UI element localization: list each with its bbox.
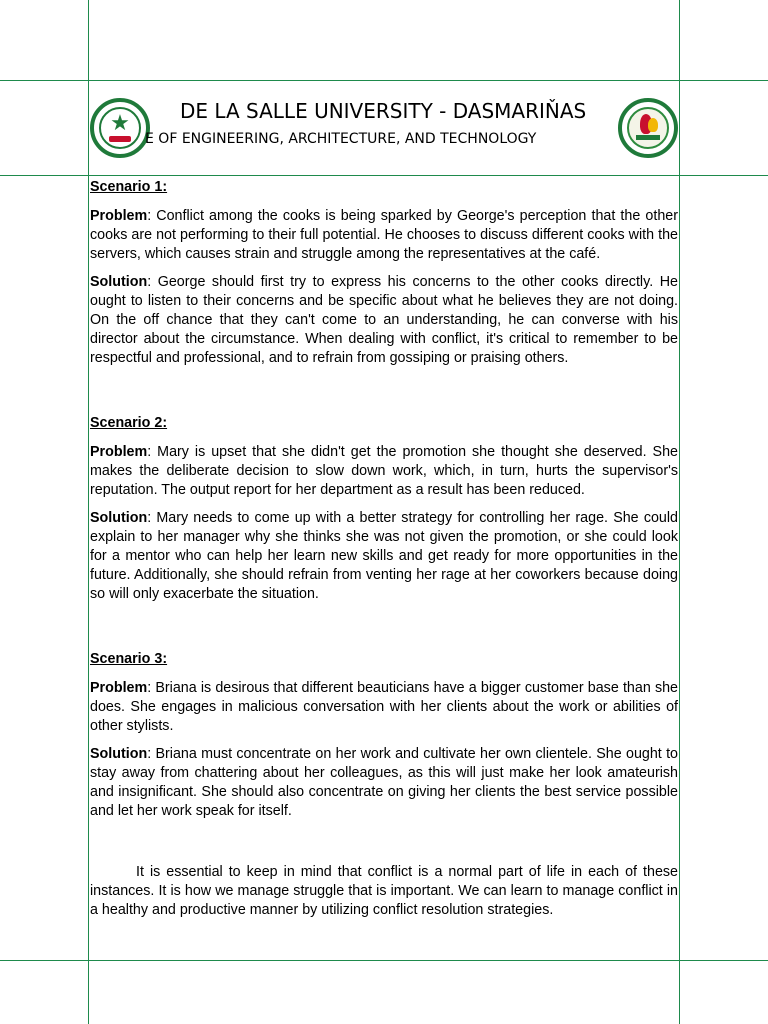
conclusion-paragraph: It is essential to keep in mind that conflict is a normal part of life in each of these instances. It is how we manage struggle that is important. We can learn to manage conflict in a healthy and productive manner by utilizing conflict resolution strategies.	[90, 864, 678, 918]
solution-label: Solution	[90, 746, 148, 762]
college-name: E OF ENGINEERING, ARCHITECTURE, AND TECHNOLOGY	[145, 131, 537, 147]
scenario-heading: Scenario 2:	[90, 415, 168, 431]
problem-text: : Conflict among the cooks is being sparked by George's perception that the other cooks are not performing to their full potential. He chooses to discuss different cooks with the servers, which causes strain and struggle among the representatives at the café.	[90, 208, 678, 262]
solution-paragraph	[90, 745, 678, 821]
scenario-heading: Scenario 3:	[90, 651, 168, 667]
scenario-heading: Scenario 1:	[90, 179, 168, 195]
solution-text: : Mary needs to come up with a better strategy for controlling her rage. She could explain to her manager why she thinks she was not given the promotion, or she could look for a mentor who can help her learn new skills and get ready for more opportunities in the future. Additionally, she should refrain from venting her rage at her coworkers because doing so will only exacerbate the situation.	[90, 510, 678, 602]
document-body	[90, 178, 678, 920]
guide-line-header-top	[0, 80, 768, 81]
ceat-seal-icon	[618, 98, 678, 158]
problem-paragraph	[90, 679, 678, 736]
dlsu-d-seal-icon: ★	[90, 98, 150, 158]
problem-paragraph	[90, 443, 678, 500]
solution-label: Solution	[90, 274, 148, 290]
problem-label: Problem	[90, 444, 148, 460]
guide-line-left-margin	[88, 0, 89, 1024]
guide-line-header-bottom	[0, 175, 768, 176]
solution-label: Solution	[90, 510, 148, 526]
problem-label: Problem	[90, 680, 148, 696]
solution-text: : George should first try to express his concerns to the other cooks directly. He ought to listen to their concerns and be specific about what he believes they are not doing. On the off chance that they can't come to an understanding, he can converse with his director about the circumstance. When dealing with conflict, it's critical to remember to be respectful and professional, and to refrain from gossiping or praising others.	[90, 274, 678, 366]
guide-line-footer	[0, 960, 768, 961]
problem-text: : Briana is desirous that different beauticians have a bigger customer base than she does. She engages in malicious conversation with her clients about the work or abilities of other stylists.	[90, 680, 678, 734]
solution-paragraph	[90, 509, 678, 604]
solution-paragraph	[90, 273, 678, 368]
problem-text: : Mary is upset that she didn't get the promotion she thought she deserved. She makes the deliberate decision to slow down work, which, in turn, hurts the supervisor's reputation. The output report for her department as a result has been reduced.	[90, 444, 678, 498]
problem-paragraph	[90, 207, 678, 264]
university-name: DE LA SALLE UNIVERSITY - DASMARIŇAS	[180, 99, 587, 123]
solution-text: : Briana must concentrate on her work and cultivate her own clientele. She ought to stay away from chattering about her colleagues, as this will just make her look amateurish and insignificant. She should also concentrate on giving her clients the best service possible and let her work speak for itself.	[90, 746, 678, 819]
problem-label: Problem	[90, 208, 148, 224]
guide-line-right-margin	[679, 0, 680, 1024]
